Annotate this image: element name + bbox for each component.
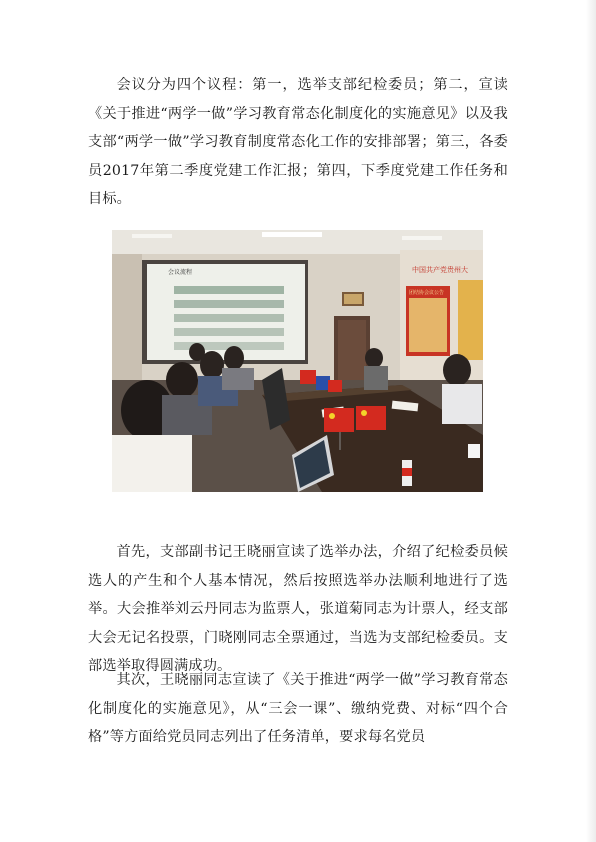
paragraph-election: 首先，支部副书记王晓丽宣读了选举办法，介绍了纪检委员候选人的产生和个人基本情况，然后按照选举办法顺利地进行了选举。大会推举刘云丹同志为监票人，张道菊同志为计票人，经支部大会无记名投票，门晓刚同志全票通过，当选为支部纪检委员。支部选举取得圆满成功。	[88, 544, 508, 674]
meeting-photo	[112, 230, 483, 492]
screen-title: 会议流程	[168, 269, 193, 276]
page-edge-shadow	[586, 0, 596, 842]
paragraph-opinions: 其次，王晓丽同志宣读了《关于推进“两学一做”学习教育常态化制度化的实施意见》，从“三会一课”、缴纳党费、对标“四个合格”等方面给党员同志列出了任务清单，要求每名党员	[88, 672, 508, 745]
projection-screen	[142, 260, 308, 364]
svg-text:团结协会议公告: 团结协会议公告	[409, 290, 445, 296]
banner-text: 中国共产党贵州大	[412, 266, 468, 274]
paragraph-agenda: 会议分为四个议程：第一，选举支部纪检委员；第二，宣读《关于推进“两学一做”学习教育常态化制度化的实施意见》以及我支部“两学一做”学习教育制度常态化工作的安排部署；第三，各委员2017年第二季度党建工作汇报；第四，下季度党建工作任务和目标。	[88, 77, 508, 207]
